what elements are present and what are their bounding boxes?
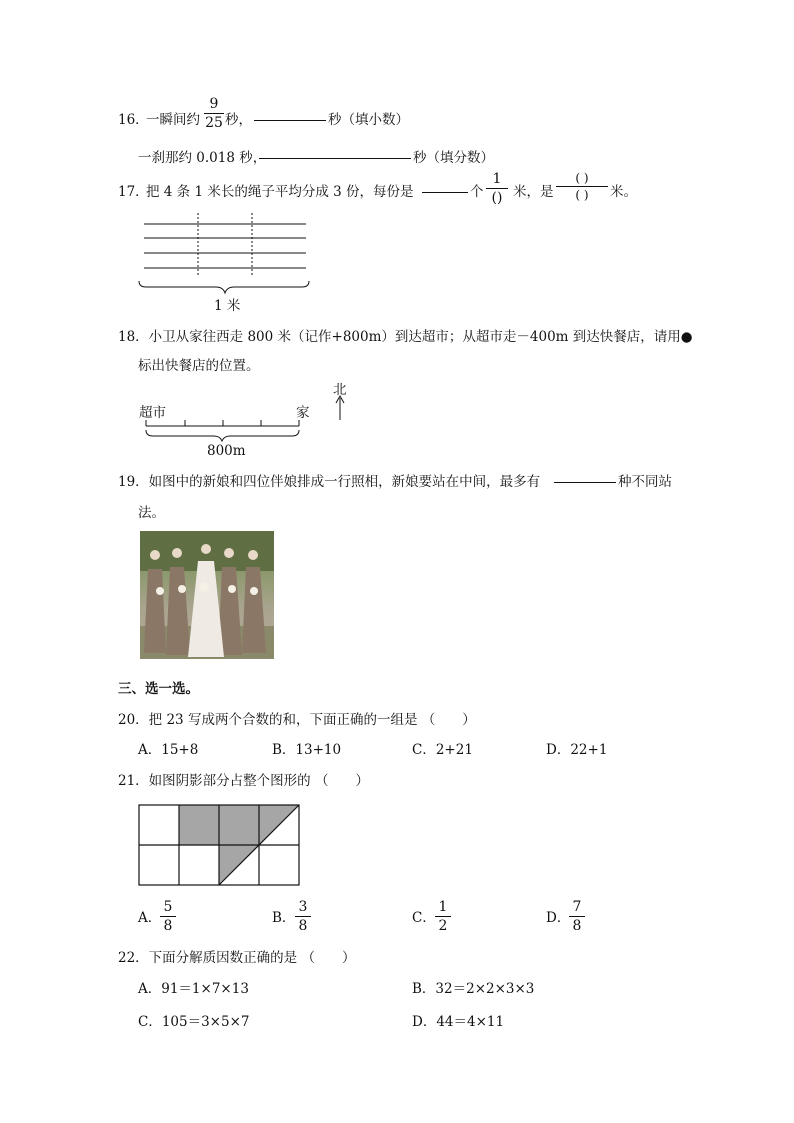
q17-ge: 个 xyxy=(470,184,484,200)
q18-supermarket-label: 超市 xyxy=(139,405,166,421)
q16-line1-end: 秒（填小数） xyxy=(328,112,409,128)
q18-line1: 18．小卫从家往西走 800 米（记作+800m）到达超市；从超市走－400m 到达快餐店，请用● xyxy=(118,329,693,345)
q20-option-a[interactable]: A．15+8 xyxy=(138,742,199,758)
q21-option-a-letter[interactable]: A． xyxy=(138,910,162,926)
q20-stem: 20．把 23 写成两个合数的和，下面正确的一组是 （ ） xyxy=(118,712,476,728)
q20-option-d[interactable]: D．22+1 xyxy=(546,742,608,758)
q19-line1-suffix: 种不同站 xyxy=(618,474,672,490)
q22-option-c[interactable]: C．105＝3×5×7 xyxy=(138,1014,250,1030)
q21-option-b-denominator: 8 xyxy=(298,918,308,934)
q21-option-b-numerator: 3 xyxy=(298,899,308,915)
q21-option-c-denominator: 2 xyxy=(438,918,448,934)
q21-stem: 21．如图阴影部分占整个图形的 （ ） xyxy=(118,773,369,789)
q21-option-a-numerator: 5 xyxy=(163,899,173,915)
q17-mi: 米。 xyxy=(610,184,637,200)
q20-option-b[interactable]: B．13+10 xyxy=(272,742,342,758)
q21-option-d-letter[interactable]: D． xyxy=(546,910,571,926)
q18-line2: 标出快餐店的位置。 xyxy=(138,358,260,374)
q22-option-b[interactable]: B．32＝2×2×3×3 xyxy=(412,981,535,997)
q21-option-a-fraction[interactable] xyxy=(160,900,176,933)
q21-option-d-numerator: 7 xyxy=(572,899,582,915)
q22-option-d[interactable]: D．44＝4×11 xyxy=(412,1014,505,1030)
q19-line1-prefix: 19．如图中的新娘和四位伴娘排成一行照相，新娘要站在中间，最多有 xyxy=(118,474,541,490)
q16-number: 16． xyxy=(118,112,149,128)
q21-option-c-fraction[interactable] xyxy=(435,900,451,933)
q21-option-c-numerator: 1 xyxy=(438,899,448,915)
q19-line2: 法。 xyxy=(138,505,165,521)
q21-option-c-letter[interactable]: C． xyxy=(412,910,436,926)
q16-fraction-denominator: 25 xyxy=(205,115,223,131)
section-3-title: 三、选一选。 xyxy=(118,681,199,697)
q22-stem: 22．下面分解质因数正确的是 （ ） xyxy=(118,950,356,966)
q17-answer-numerator[interactable]: ( ) xyxy=(575,171,589,185)
q20-option-c[interactable]: C．2+21 xyxy=(412,742,473,758)
q16-fraction-numerator: 9 xyxy=(209,96,219,112)
q18-north-label: 北 xyxy=(333,382,347,398)
q17-mi-shi: 米，是 xyxy=(513,184,554,200)
q16-line2-end: 秒（填分数） xyxy=(413,150,494,166)
q17-brace-label: 1 米 xyxy=(214,298,241,314)
q21-option-d-fraction[interactable] xyxy=(569,900,585,933)
q21-option-d-denominator: 8 xyxy=(572,918,582,934)
q22-option-a[interactable]: A．91＝1×7×13 xyxy=(138,981,249,997)
q17-number: 17． xyxy=(118,184,149,200)
q16-line1-suffix: 秒， xyxy=(225,112,252,128)
q17-unit-fraction-denominator: () xyxy=(491,190,503,206)
q17-text: 把 4 条 1 米长的绳子平均分成 3 份，每份是 xyxy=(146,184,414,200)
q21-option-a-denominator: 8 xyxy=(163,918,173,934)
q18-distance-label: 800m xyxy=(207,443,246,459)
q16-line2-prefix: 一刹那约 0.018 秒， xyxy=(138,150,267,166)
q18-home-label: 家 xyxy=(296,405,310,421)
q21-option-b-letter[interactable]: B． xyxy=(272,910,296,926)
q17-answer-denominator[interactable]: ( ) xyxy=(575,188,589,202)
q17-unit-fraction-numerator: 1 xyxy=(492,171,502,187)
q21-option-b-fraction[interactable] xyxy=(295,900,311,933)
q16-line1-prefix: 一瞬间约 xyxy=(146,112,200,128)
